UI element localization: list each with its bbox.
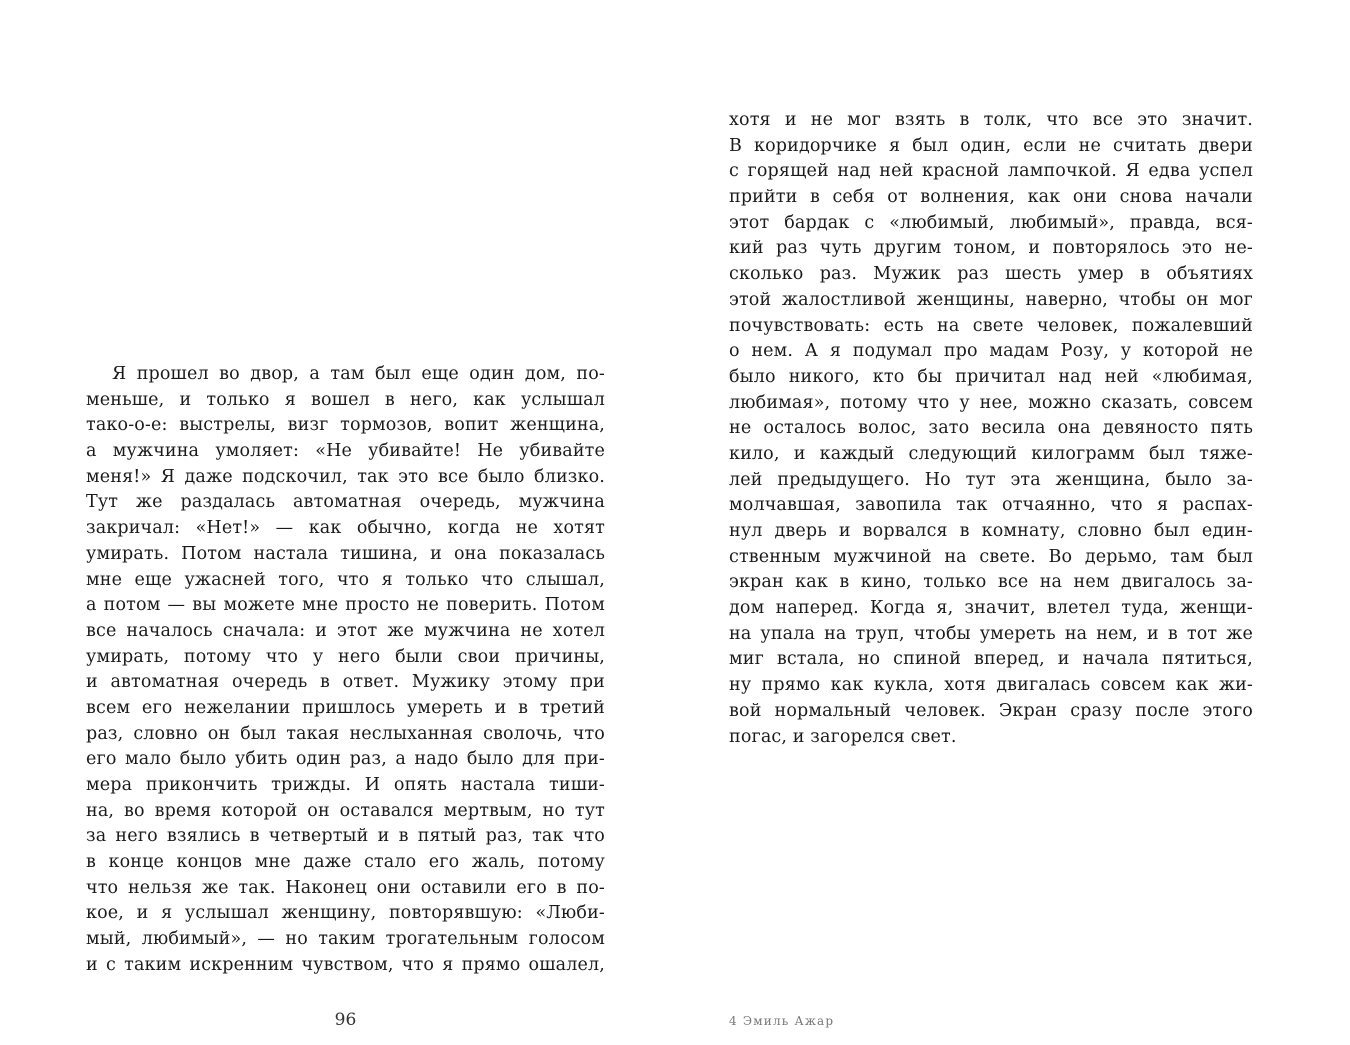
- text-line: о нем. А я подумал про мадам Розу, у которой не: [729, 341, 1253, 362]
- text-line: ственным мужчиной на свете. Во дерьмо, там был: [729, 546, 1253, 567]
- text-line: вой нормальный человек. Экран сразу после этого: [729, 700, 1253, 721]
- text-line: на, во время которой он оставался мертвым, но тут: [86, 800, 605, 821]
- text-line: молчавшая, завопила так отчаянно, что я распах-: [729, 495, 1253, 516]
- text-line: что нельзя же так. Наконец они оставили его в по-: [86, 877, 605, 898]
- text-line: кое, и я услышал женщину, повторявшую: «Люби-: [86, 903, 605, 924]
- text-line: умирать, потому что у него были свои причины,: [86, 646, 605, 667]
- text-line: и с таким искренним чувством, что я прямо ошалел,: [86, 954, 605, 975]
- text-line: было никого, кто бы причитал над ней «любимая,: [729, 366, 1253, 387]
- text-line: и автоматная очередь в ответ. Мужику этому при: [86, 672, 605, 693]
- text-line: на упала на труп, чтобы умереть на нем, и в тот же: [729, 623, 1253, 644]
- text-line: любимая», потому что у нее, можно сказать, совсем: [729, 392, 1253, 413]
- text-line: всем его нежелании пришлось умереть и в третий: [86, 697, 605, 718]
- text-line: Я прошел во двор, а там был еще один дом, по-: [112, 364, 605, 384]
- text-line: тако-о-е: выстрелы, визг тормозов, вопит женщина,: [86, 415, 605, 436]
- text-line: умирать. Потом настала тишина, и она показалась: [86, 543, 605, 564]
- text-line: мый, любимый», — но таким трогательным голосом: [86, 929, 605, 950]
- text-line: кий раз чуть другим тоном, и повторялось это не-: [729, 238, 1253, 259]
- text-line: почувствовать: есть на свете человек, пожалевший: [729, 315, 1253, 336]
- left-page: [86, 0, 605, 1045]
- text-line: за него взялись в четвертый и в пятый раз, так что: [86, 826, 605, 847]
- page-number: 96: [334, 1010, 357, 1030]
- right-page: [729, 0, 1253, 1045]
- text-line: раз, словно он был такая неслыханная сволочь, что: [86, 723, 605, 744]
- text-line: меня!» Я даже подскочил, так это все было близко.: [86, 466, 605, 487]
- text-line: мера прикончить трижды. И опять настала тиши-: [86, 775, 605, 795]
- text-line: этой жалостливой женщины, наверно, чтобы он мог: [729, 289, 1253, 310]
- text-line: в конце концов мне даже стало его жаль, потому: [86, 852, 605, 873]
- text-line: прийти в себя от волнения, как они снова начали: [729, 187, 1253, 208]
- text-line: его мало было убить один раз, а надо было для при-: [86, 749, 605, 770]
- text-line: мне еще ужасней того, что я только что слышал,: [86, 569, 605, 590]
- text-line: экран как в кино, только все на нем двигалось за-: [729, 572, 1253, 593]
- text-line: погас, и загорелся свет.: [729, 726, 957, 747]
- printer-signature: 4 Эмиль Ажар: [729, 1014, 835, 1028]
- text-line: миг встала, но спиной вперед, и начала пятиться,: [729, 649, 1253, 670]
- text-line: лей предыдущего. Но тут эта женщина, было за-: [729, 469, 1253, 490]
- text-line: ну прямо как кукла, хотя двигалась совсем как жи-: [729, 675, 1253, 696]
- left-page-text: [86, 362, 605, 979]
- text-line: с горящей над ней красной лампочкой. Я едва успел: [729, 161, 1253, 182]
- text-line: сколько раз. Мужик раз шесть умер в объятиях: [729, 264, 1253, 285]
- text-line: кило, и каждый следующий килограмм был тяже-: [729, 443, 1253, 464]
- text-line: а потом — вы можете мне просто не поверить. Потом: [86, 595, 605, 616]
- text-line: В коридорчике я был один, если не считать двери: [729, 135, 1253, 156]
- text-line: не осталось волос, зато весила она девяносто пять: [729, 418, 1253, 439]
- text-line: меньше, и только я вошел в него, как услышал: [86, 389, 605, 410]
- text-line: хотя и не мог взять в толк, что все это значит.: [729, 110, 1253, 130]
- right-page-text: [729, 108, 1253, 750]
- text-line: Тут же раздалась автоматная очередь, мужчина: [86, 492, 605, 513]
- text-line: все началось сначала: и этот же мужчина не хотел: [86, 620, 605, 641]
- text-line: дом наперед. Когда я, значит, влетел туда, женщи-: [729, 598, 1253, 619]
- text-line: закричал: «Нет!» — как обычно, когда не хотят: [86, 518, 605, 539]
- text-line: нул дверь и ворвался в комнату, словно был един-: [729, 521, 1253, 541]
- text-line: этот бардак с «любимый, любимый», правда, вся-: [729, 212, 1253, 233]
- text-line: а мужчина умоляет: «Не убивайте! Не убивайте: [86, 441, 605, 462]
